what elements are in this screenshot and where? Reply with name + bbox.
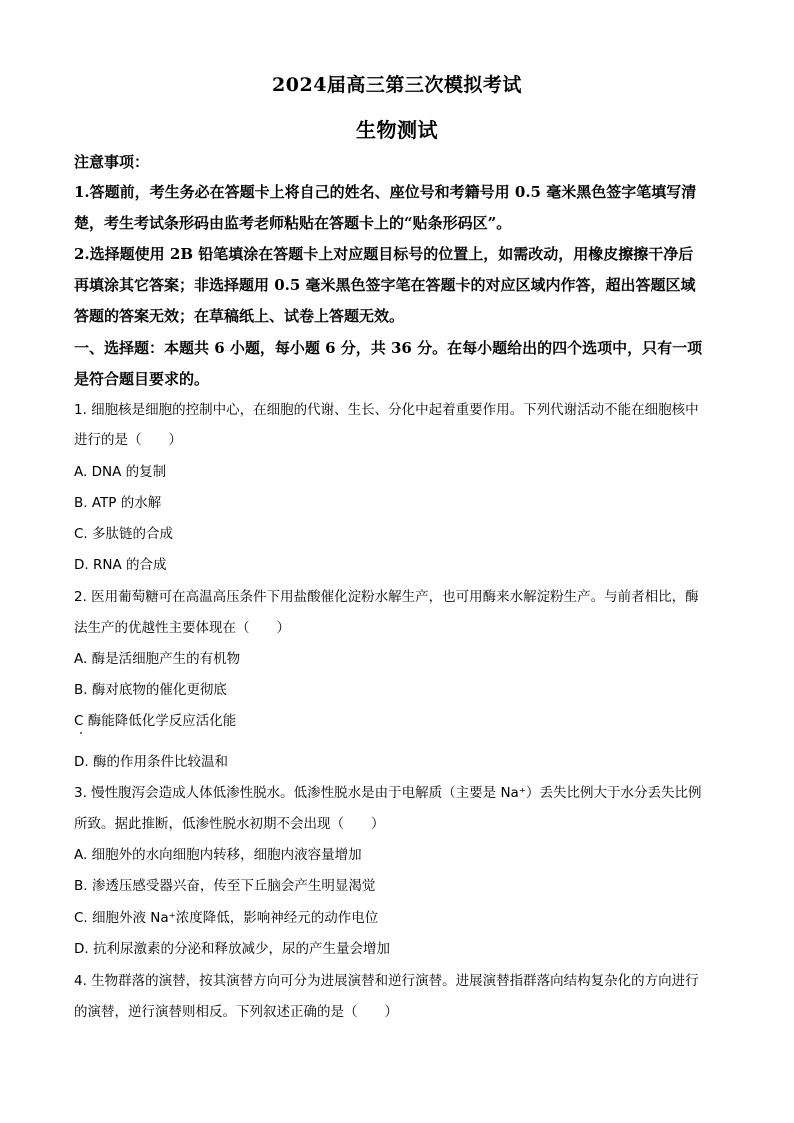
answer-option: D. RNA 的合成	[74, 557, 167, 573]
question-stem: 3. 慢性腹泻会造成人体低渗性脱水。低渗性脱水是由于电解质（主要是 Na⁺）丢失比例大于水分丢失比例	[74, 785, 702, 801]
question-stem: 法生产的优越性主要体现在（ ）	[74, 620, 290, 636]
notice-line: 再填涂其它答案；非选择题用 0.5 毫米黑色签字笔在答题卡的对应区域内作答，超出答题区域	[74, 276, 696, 294]
answer-option: A. DNA 的复制	[74, 464, 167, 480]
answer-option: C 酶能降低化学反应活化能	[74, 713, 237, 729]
answer-option: B. 渗透压感受器兴奋，传至下丘脑会产生明显渴觉	[74, 878, 376, 894]
notice-heading: 注意事项：	[74, 153, 150, 171]
answer-option: C. 多肽链的合成	[74, 526, 174, 542]
question-stem: 4. 生物群落的演替，按其演替方向可分为进展演替和逆行演替。进展演替指群落向结构复杂化的方向进行	[74, 973, 699, 989]
exam-subject: 生物测试	[356, 118, 438, 142]
answer-option: A. 细胞外的水向细胞内转移，细胞内液容量增加	[74, 847, 362, 863]
question-stem: 进行的是（ ）	[74, 432, 182, 448]
notice-line: 1.答题前，考生务必在答题卡上将自己的姓名、座位号和考籍号用 0.5 毫米黑色签字笔填写清	[74, 183, 697, 201]
question-stem: 1. 细胞核是细胞的控制中心，在细胞的代谢、生长、分化中起着重要作用。下列代谢活动不能在细胞核中	[74, 402, 699, 418]
answer-option: D. 酶的作用条件比较温和	[74, 754, 228, 770]
answer-option: C. 细胞外液 Na⁺浓度降低，影响神经元的动作电位	[74, 910, 379, 926]
question-stem: 所致。据此推断，低渗性脱水初期不会出现（ ）	[74, 816, 385, 832]
section-heading: 一、选择题：本题共 6 小题，每小题 6 分，共 36 分。在每小题给出的四个选项中，只有一项	[74, 339, 703, 357]
notice-line: 答题的答案无效；在草稿纸上、试卷上答题无效。	[74, 307, 405, 325]
answer-option: A. 酶是活细胞产生的有机物	[74, 651, 241, 667]
exam-title: 2024届高三第三次模拟考试	[272, 74, 522, 96]
answer-option: B. 酶对底物的催化更彻底	[74, 682, 227, 698]
answer-option: B. ATP 的水解	[74, 495, 162, 511]
question-stem: 2. 医用葡萄糖可在高温高压条件下用盐酸催化淀粉水解生产，也可用酶来水解淀粉生产。与前者相比，酶	[74, 589, 699, 605]
notice-line: 2.选择题使用 2B 铅笔填涂在答题卡上对应题目标号的位置上，如需改动，用橡皮擦擦干净后	[74, 245, 694, 263]
answer-option: D. 抗利尿激素的分泌和释放减少，尿的产生量会增加	[74, 941, 390, 957]
question-stem: 的演替，逆行演替则相反。下列叙述正确的是（ ）	[74, 1004, 398, 1020]
notice-line: 楚，考生考试条形码由监考老师粘贴在答题卡上的“贴条形码区”。	[74, 214, 512, 232]
section-heading: 是符合题目要求的。	[74, 370, 210, 388]
stray-mark	[80, 732, 82, 734]
